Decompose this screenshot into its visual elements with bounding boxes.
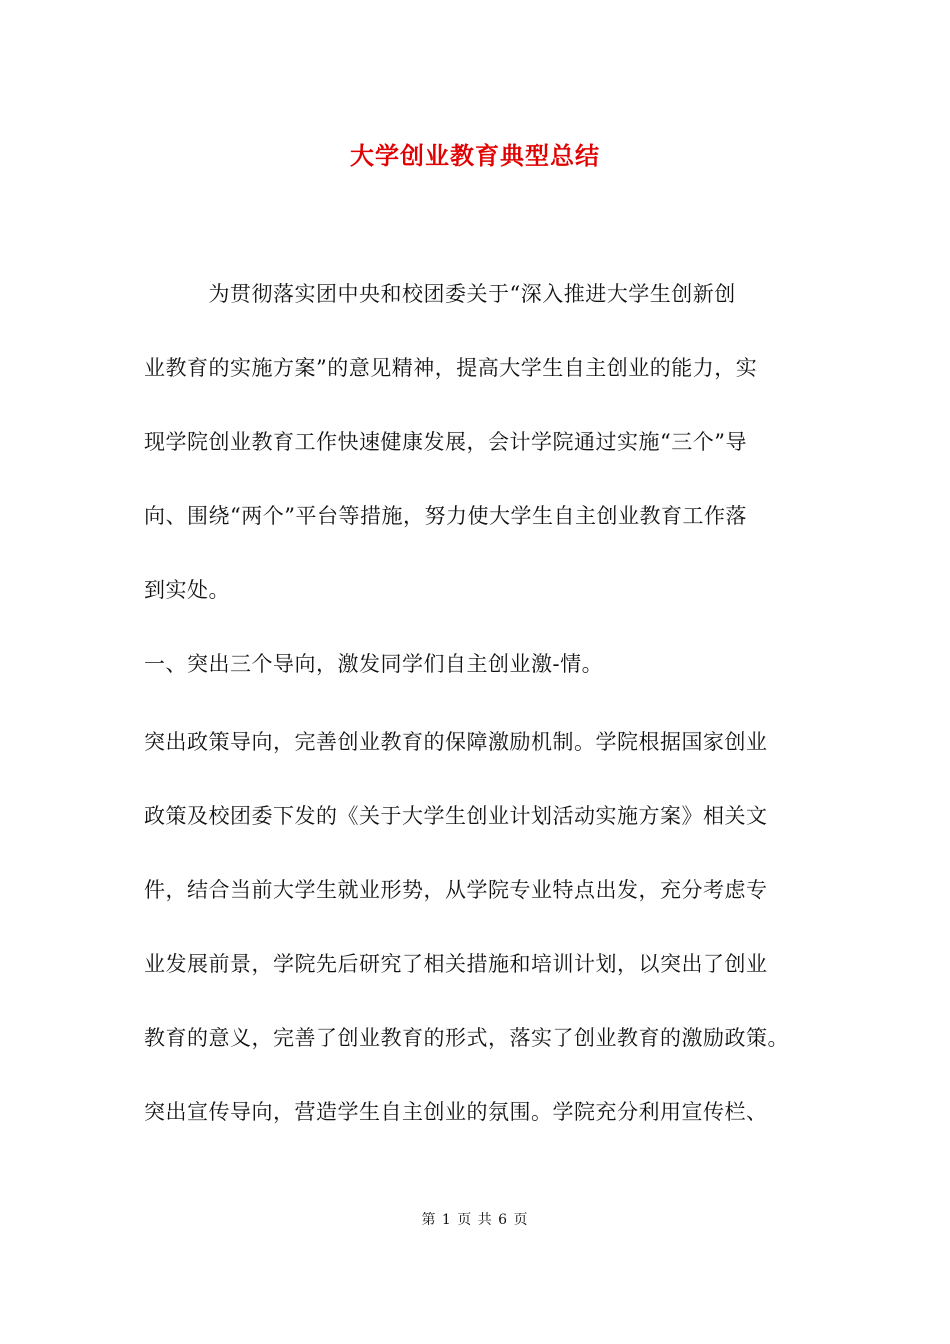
body-line: 教育的意义，完善了创业教育的形式，落实了创业教育的激励政策。 [144,1026,789,1050]
body-line: 现学院创业教育工作快速健康发展，会计学院通过实施“三个”导 [144,430,747,454]
body-line: 向、围绕“两个”平台等措施，努力使大学生自主创业教育工作落 [144,504,747,528]
document-title: 大学创业教育典型总结 [350,141,600,170]
body-line: 为贯彻落实团中央和校团委关于“深入推进大学生创新创 [144,282,736,306]
body-line: 业发展前景，学院先后研究了相关措施和培训计划，以突出了创业 [144,952,768,976]
body-line: 业教育的实施方案”的意见精神，提高大学生自主创业的能力，实 [144,356,758,380]
page-number-footer: 第 1 页 共 6 页 [421,1212,529,1228]
section-heading: 一、突出三个导向，激发同学们自主创业激-情。 [144,652,604,676]
body-line: 政策及校团委下发的《关于大学生创业计划活动实施方案》相关文 [144,804,768,828]
body-line: 到实处。 [144,578,230,602]
body-line: 突出政策导向，完善创业教育的保障激励机制。学院根据国家创业 [144,730,768,754]
body-line: 件，结合当前大学生就业形势，从学院专业特点出发，充分考虑专 [144,878,768,902]
body-line: 突出宣传导向，营造学生自主创业的氛围。学院充分利用宣传栏、 [144,1100,768,1124]
